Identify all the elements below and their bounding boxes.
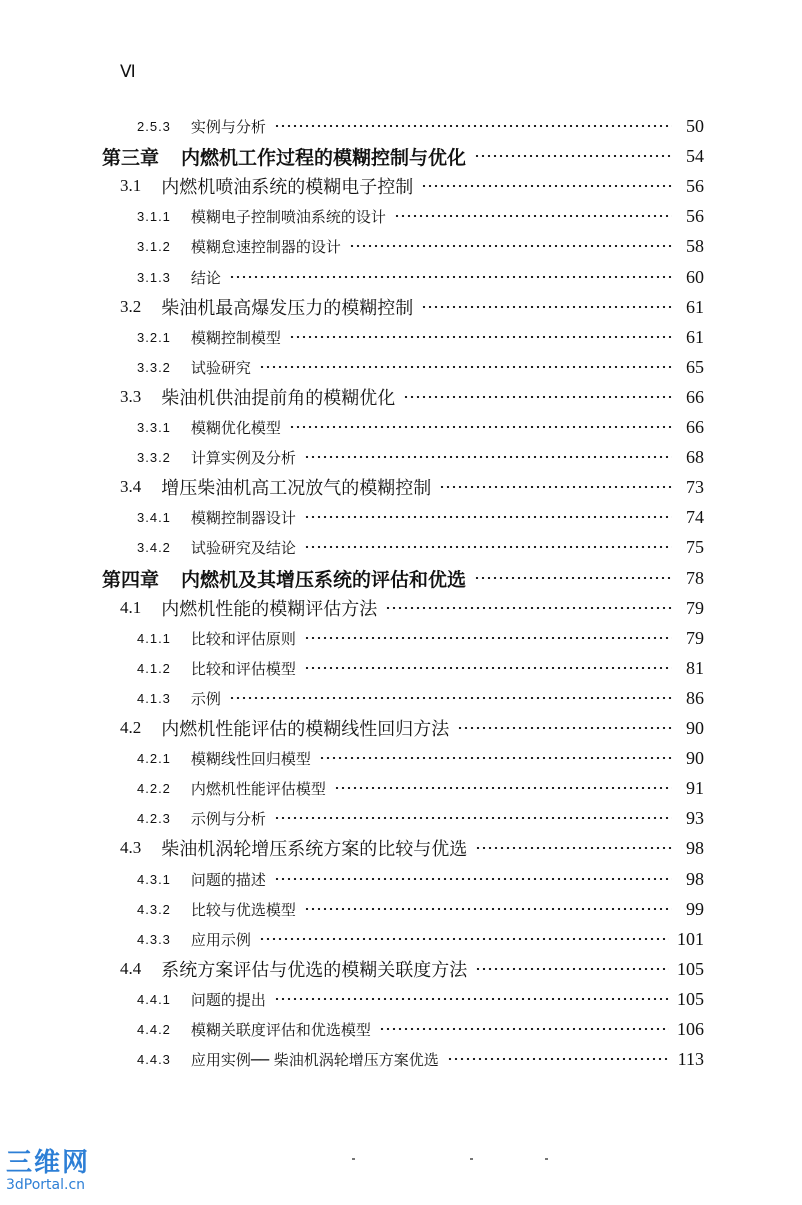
toc-entry-title: 示例与分析 [190, 809, 266, 828]
toc-entry-number: 4.2.3 [137, 810, 171, 826]
watermark-logo [6, 1150, 90, 1194]
dot-leader [334, 787, 672, 789]
toc-entry-number: 4.1 [120, 598, 142, 617]
toc-entry-page: 79 [686, 627, 704, 648]
toc-entry-page: 74 [686, 506, 704, 527]
toc-entry-number: 4.1.3 [137, 690, 171, 706]
toc-entry-page: 56 [686, 205, 704, 226]
dot-leader [289, 336, 672, 338]
toc-entry-page: 75 [686, 536, 704, 557]
toc-subsection-row [0, 323, 802, 351]
toc-entry-page: 78 [686, 567, 704, 588]
toc-subsection-row [0, 353, 802, 381]
toc-entry-number: 3.1.3 [137, 269, 171, 285]
toc-entry-title: 柴油机供油提前角的模糊优化 [161, 388, 396, 409]
toc-entry-title: 计算实例及分析 [190, 448, 296, 467]
toc-subsection-row [0, 413, 802, 441]
toc-entry-number: 3.2 [120, 297, 142, 316]
toc-entry-title: 模糊控制器设计 [190, 508, 296, 527]
dot-leader [475, 847, 672, 849]
toc-entry-number: 3.4.1 [137, 509, 171, 525]
toc-entry-title: 内燃机性能的模糊评估方法 [161, 599, 378, 620]
toc-entry-number: 4.4 [120, 959, 142, 978]
dot-leader [229, 697, 672, 699]
dot-leader [349, 245, 672, 247]
toc-subsection-row [0, 774, 802, 802]
toc-entry-title: 系统方案评估与优选的模糊关联度方法 [161, 960, 468, 981]
dot-leader [274, 998, 669, 1000]
toc-entry-number: 第四章 [102, 568, 160, 591]
toc-entry-page: 81 [686, 657, 704, 678]
dot-leader [475, 968, 669, 970]
toc-entry-number: 4.3.2 [137, 901, 171, 917]
toc-entry-page: 91 [686, 777, 704, 798]
toc-entry-page: 61 [686, 296, 704, 317]
toc-entry-title: 内燃机及其增压系统的评估和优选 [181, 568, 467, 591]
toc-entry-title: 模糊线性回归模型 [190, 749, 311, 768]
toc-entry-number: 4.2.1 [137, 750, 171, 766]
toc-entry-page: 61 [686, 326, 704, 347]
toc-entry-page: 54 [686, 145, 704, 166]
toc-entry-title: 模糊控制模型 [190, 328, 281, 347]
toc-entry-page: 68 [686, 446, 704, 467]
toc-entry-page: 105 [677, 958, 704, 979]
toc-entry-title: 模糊电子控制喷油系统的设计 [190, 207, 386, 226]
toc-subsection-row [0, 202, 802, 230]
toc-entry-number: 4.1.2 [137, 660, 171, 676]
toc-subsection-row [0, 232, 802, 260]
toc-entry-number: 4.2.2 [137, 780, 171, 796]
toc-entry-page: 50 [686, 115, 704, 136]
toc-entry-page: 66 [686, 386, 704, 407]
dot-leader [274, 125, 672, 127]
toc-entry-page: 73 [686, 476, 704, 497]
toc-entry-page: 66 [686, 416, 704, 437]
toc-entry-number: 4.4.2 [137, 1021, 171, 1037]
dot-leader [304, 908, 672, 910]
toc-entry-number: 4.1.1 [137, 630, 171, 646]
toc-entry-number: 4.3 [120, 838, 142, 857]
toc-entry-number: 4.2 [120, 718, 142, 737]
toc-entry-title: 比较和评估模型 [190, 659, 296, 678]
dot-leader [403, 396, 672, 398]
toc-entry-number: 3.4 [120, 477, 142, 496]
toc-entry-title: 问题的提出 [190, 990, 266, 1009]
dot-leader [304, 516, 672, 518]
toc-subsection-row [0, 443, 802, 471]
toc-entry-number: 3.3.1 [137, 419, 171, 435]
dot-leader [274, 878, 672, 880]
toc-entry-number: 3.1.1 [137, 208, 171, 224]
toc-entry-number: 4.3.3 [137, 931, 171, 947]
dot-leader [421, 306, 672, 308]
dot-leader [394, 215, 672, 217]
toc-entry-page: 93 [686, 807, 704, 828]
toc-subsection-row [0, 804, 802, 832]
toc-entry-title: 增压柴油机高工况放气的模糊控制 [161, 478, 432, 499]
toc-subsection-row [0, 744, 802, 772]
toc-entry-title: 内燃机喷油系统的模糊电子控制 [161, 177, 414, 198]
toc-entry-title: 示例 [190, 689, 221, 708]
toc-section-row [0, 594, 802, 622]
toc-subsection-row [0, 985, 802, 1013]
toc-entry-page: 58 [686, 235, 704, 256]
toc-entry-number: 2.5.3 [137, 118, 171, 134]
scan-speck [470, 1158, 473, 1160]
toc-entry-number: 第三章 [102, 146, 160, 169]
toc-entry-page: 79 [686, 597, 704, 618]
toc-chapter-row [0, 564, 802, 592]
toc-entry-page: 86 [686, 687, 704, 708]
dot-leader [304, 637, 672, 639]
toc-entry-title: 问题的描述 [190, 870, 266, 889]
toc-subsection-row [0, 503, 802, 531]
toc-subsection-row [0, 1015, 802, 1043]
toc-entry-page: 99 [686, 898, 704, 919]
toc-entry-page: 105 [677, 988, 704, 1009]
watermark-logo-text: 三维网 [6, 1148, 91, 1178]
dot-leader [474, 577, 672, 579]
toc-entry-title: 模糊怠速控制器的设计 [190, 237, 341, 256]
toc-subsection-row [0, 263, 802, 291]
toc-section-row [0, 955, 802, 983]
toc-subsection-row [0, 865, 802, 893]
toc-subsection-row [0, 1045, 802, 1073]
toc-entry-number: 3.4.2 [137, 539, 171, 555]
toc-subsection-row [0, 624, 802, 652]
dot-leader [385, 607, 672, 609]
toc-entry-title: 试验研究及结论 [190, 538, 296, 557]
dot-leader [259, 938, 669, 940]
toc-entry-number: 4.4.3 [137, 1051, 171, 1067]
toc-subsection-row [0, 112, 802, 140]
dot-leader [304, 667, 672, 669]
toc-section-row [0, 172, 802, 200]
toc-entry-title: 模糊优化模型 [190, 418, 281, 437]
toc-subsection-row [0, 533, 802, 561]
toc-section-row [0, 383, 802, 411]
dot-leader [259, 366, 672, 368]
dot-leader [474, 155, 672, 157]
toc-section-row [0, 473, 802, 501]
toc-section-row [0, 714, 802, 742]
toc-entry-number: 3.2.1 [137, 329, 171, 345]
toc-entry-page: 65 [686, 356, 704, 377]
dot-leader [447, 1058, 670, 1060]
toc-entry-page: 101 [677, 928, 704, 949]
toc-entry-title: 柴油机涡轮增压系统方案的比较与优选 [161, 839, 468, 860]
toc-entry-page: 56 [686, 175, 704, 196]
toc-entry-page: 113 [677, 1048, 704, 1069]
toc-subsection-row [0, 925, 802, 953]
toc-entry-page: 106 [677, 1018, 704, 1039]
dot-leader [439, 486, 672, 488]
toc-chapter-row [0, 142, 802, 170]
toc-entry-number: 3.3.2 [137, 359, 171, 375]
dot-leader [289, 426, 672, 428]
toc-entry-page: 60 [686, 266, 704, 287]
toc-entry-number: 3.3 [120, 387, 142, 406]
toc-entry-number: 4.3.1 [137, 871, 171, 887]
toc-entry-title: 内燃机性能评估模型 [190, 779, 326, 798]
toc-subsection-row [0, 684, 802, 712]
toc-subsection-row [0, 895, 802, 923]
toc-entry-number: 4.4.1 [137, 991, 171, 1007]
toc-entry-page: 90 [686, 747, 704, 768]
toc-entry-title: 内燃机性能评估的模糊线性回归方法 [161, 719, 450, 740]
toc-entry-title: 柴油机最高爆发压力的模糊控制 [161, 298, 414, 319]
toc-entry-title: 比较和评估原则 [190, 629, 296, 648]
toc-section-row [0, 293, 802, 321]
toc-subsection-row [0, 654, 802, 682]
toc-entry-page: 90 [686, 717, 704, 738]
scan-speck [545, 1158, 548, 1160]
page-number: Ⅵ [120, 62, 136, 81]
dot-leader [304, 456, 672, 458]
watermark-site: 3dPortal.cn [6, 1177, 86, 1193]
toc-entry-number: 3.3.2 [137, 449, 171, 465]
toc-entry-title: 结论 [190, 268, 221, 287]
dot-leader [457, 727, 672, 729]
toc-section-row [0, 834, 802, 862]
toc-entry-number: 3.1.2 [137, 238, 171, 254]
dot-leader [274, 817, 672, 819]
toc-entry-title: 应用实例── 柴油机涡轮增压方案优选 [190, 1050, 439, 1069]
scan-speck [352, 1158, 355, 1160]
toc-entry-title: 比较与优选模型 [190, 900, 296, 919]
toc-entry-page: 98 [686, 868, 704, 889]
dot-leader [319, 757, 672, 759]
dot-leader [379, 1028, 669, 1030]
dot-leader [421, 185, 672, 187]
toc-entry-title: 实例与分析 [190, 117, 266, 136]
dot-leader [304, 546, 672, 548]
toc-entry-number: 3.1 [120, 176, 142, 195]
toc-entry-title: 内燃机工作过程的模糊控制与优化 [181, 146, 467, 169]
toc-entry-title: 试验研究 [190, 358, 251, 377]
toc-entry-title: 模糊关联度评估和优选模型 [190, 1020, 371, 1039]
toc-entry-title: 应用示例 [190, 930, 251, 949]
dot-leader [229, 276, 672, 278]
toc-entry-page: 98 [686, 837, 704, 858]
